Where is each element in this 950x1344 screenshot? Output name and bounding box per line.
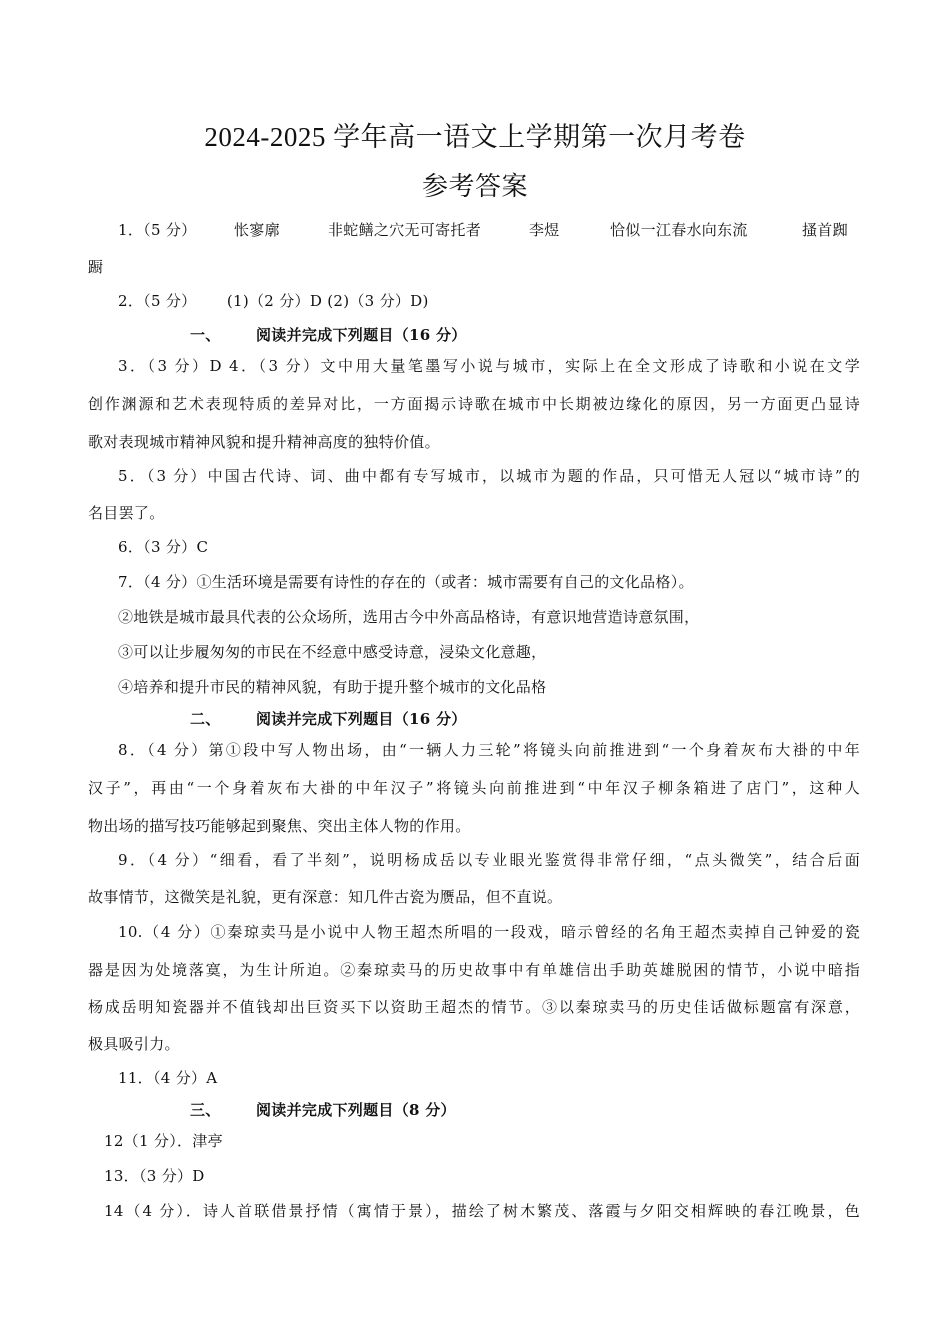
section-3-title: 阅读并完成下列题目（8 分） [256,1101,456,1119]
q13-line: 13．（3 分）D [104,1167,205,1185]
section-1-number: 一、 [190,326,221,344]
q1-answer-4: 恰似一江春水向东流 [610,221,748,239]
q7-line-3: ③可以让步履匆匆的市民在不经意中感受诗意，浸染文化意趣， [118,643,547,661]
q5-line-1: 5．（3 分）中国古代诗、词、曲中都有专写城市，以城市为题的作品，只可惜无人冠以“城市诗”的 [118,467,860,485]
q1-continuation: 蹰 [88,258,104,276]
q1-answer-5: 搔首踟 [802,221,848,239]
q10-line-3: 杨成岳明知瓷器并不值钱却出巨资买下以资助王超杰的情节。③以秦琼卖马的历史佳话做标题富有深意， [88,998,860,1016]
document-subtitle: 参考答案 [421,172,528,201]
q3-4-line-2: 创作渊源和艺术表现特质的差异对比，一方面揭示诗歌在城市中长期被边缘化的原因，另一方面更凸显诗 [88,395,860,413]
q5-line-2: 名目罢了。 [88,504,165,522]
q8-line-1: 8．（4 分）第①段中写人物出场，由“一辆人力三轮”将镜头向前推进到“一个身着灰布大褂的中年 [118,741,860,759]
q1-number: 1．（5 分） [118,221,197,239]
q7-line-4: ④培养和提升市民的精神风貌，有助于提升整个城市的文化品格 [118,678,547,696]
q1-line [118,219,860,240]
q10-line-2: 器是因为处境落寞，为生计所迫。②秦琼卖马的历史故事中有单雄信出手助英雄脱困的情节，小说中暗指 [88,961,860,979]
q7-line-1: 7．（4 分）①生活环境是需要有诗性的存在的（或者：城市需要有自己的文化品格）。 [118,573,694,591]
q14-line: 14（4 分）．诗人首联借景抒情（寓情于景），描绘了树木繁茂、落霞与夕阳交相辉映的春江晚景，色 [104,1202,860,1220]
section-3-number: 三、 [190,1101,221,1119]
q9-line-1: 9．（4 分）“细看，看了半刻”，说明杨成岳以专业眼光鉴赏得非常仔细，“点头微笑”，结合后面 [118,851,860,869]
q10-line-4: 极具吸引力。 [88,1035,180,1053]
q7-line-2: ②地铁是城市最具代表的公众场所，选用古今中外高品格诗，有意识地营造诗意氛围， [118,608,700,626]
q1-answer-2: 非蛇鳝之穴无可寄托者 [328,221,482,239]
q3-4-line-3: 歌对表现城市精神风貌和提升精神高度的独特价值。 [88,433,440,451]
q8-line-2: 汉子”，再由“一个身着灰布大褂的中年汉子”将镜头向前推进到“中年汉子柳条箱进了店门”，这种人 [88,779,860,797]
q6-line: 6．（3 分）C [118,538,209,556]
section-2-title: 阅读并完成下列题目（16 分） [256,710,467,728]
q2-line: 2．（5 分） (1)（2 分）D (2)（3 分）D) [118,292,429,310]
q3-4-line-1: 3．（3 分）D 4．（3 分）文中用大量笔墨写小说与城市，实际上在全文形成了诗歌和小说在文学 [118,357,860,375]
q8-line-3: 物出场的描写技巧能够起到聚焦、突出主体人物的作用。 [88,817,471,835]
section-heading-1 [190,324,467,345]
q9-line-2: 故事情节，这微笑是礼貌，更有深意：知几件古瓷为赝品，但不直说。 [88,888,563,906]
section-heading-3 [190,1099,456,1120]
q1-answer-1: 怅寥廓 [234,221,280,239]
q1-answer-3: 李煜 [529,221,560,239]
q10-line-1: 10.（4 分）①秦琼卖马是小说中人物王超杰所唱的一段戏，暗示曾经的名角王超杰卖掉自己钟爱的瓷 [118,923,860,941]
section-1-title: 阅读并完成下列题目（16 分） [256,326,467,344]
q11-line: 11．（4 分）A [118,1069,218,1087]
section-2-number: 二、 [190,710,221,728]
q12-line: 12（1 分）．津亭 [104,1132,223,1150]
document-title: 2024-2025 学年高一语文上学期第一次月考卷 [204,122,746,152]
section-heading-2 [190,708,467,729]
